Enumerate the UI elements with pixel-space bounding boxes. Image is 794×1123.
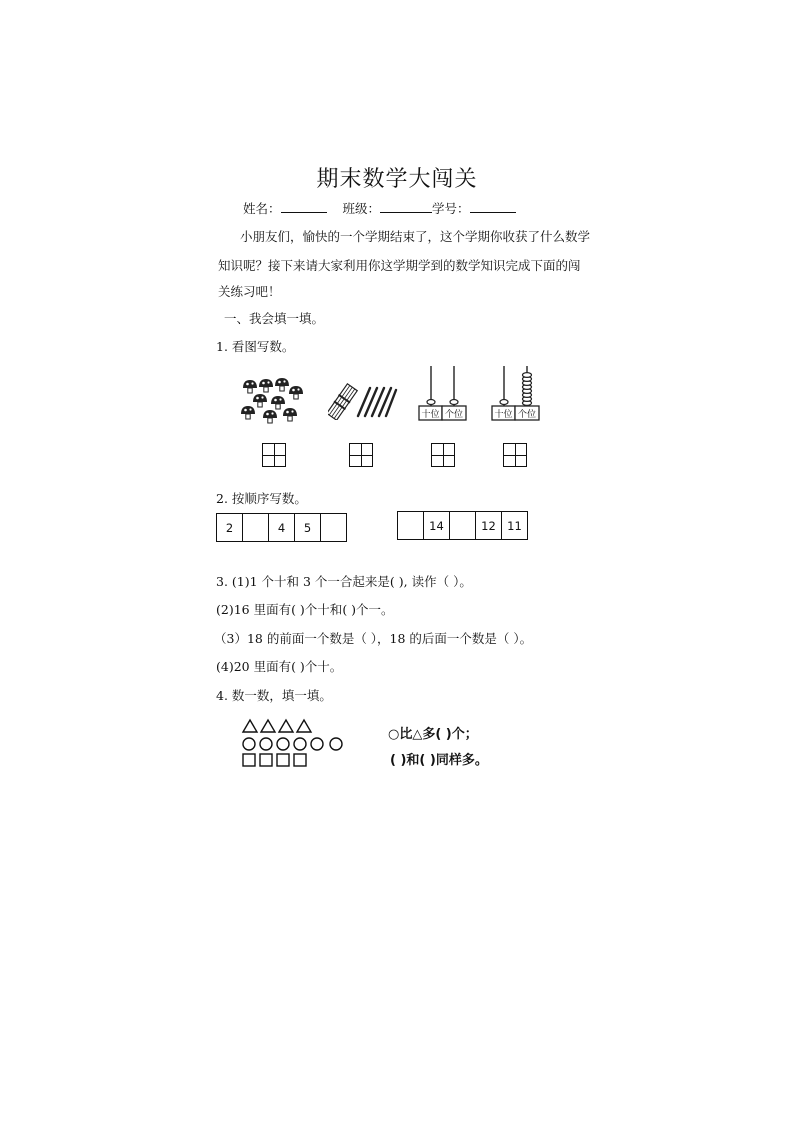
mushroom-group-picture [238,376,312,428]
square-row [243,754,306,766]
section-heading: 一、我会填一填。 [224,311,325,326]
mushroom-icon [243,380,257,393]
name-label: 姓名： [243,201,281,216]
mushroom-icon [275,378,289,391]
triangle-row [243,720,311,732]
question-4-fill-2: ( )和( )同样多。 [390,753,488,768]
sequence-blank-cell[interactable] [243,514,269,541]
abacus-ones-label: 个位 [517,410,537,420]
circle-icon [330,738,342,750]
question-3-part-4: (4)20 里面有( )个十。 [216,659,343,674]
name-field[interactable] [281,200,327,213]
sequence-cell: 12 [476,512,502,539]
abacus-tens-label: 十位 [494,410,513,420]
mushroom-icon [241,406,255,419]
sequence-blank-cell[interactable] [321,514,346,541]
abacus-picture-1 [416,362,472,422]
id-label: 学号： [432,201,470,216]
single-sticks-icon [358,388,396,416]
sequence-cell: 4 [269,514,295,541]
sequence-cell: 2 [217,514,243,541]
student-info-row [243,199,516,217]
answer-grid-box-1[interactable] [262,443,286,467]
mushroom-icon [259,379,273,392]
sequence-cell: 14 [424,512,450,539]
triangle-icon [297,720,311,732]
abacus-bead-icon [500,400,508,405]
sequence-cell: 5 [295,514,321,541]
question-3-part-1: 3. (1)1 个十和 3 个一合起来是( ), 读作（ ）。 [216,574,472,589]
intro-line-2: 知识呢？接下来请大家利用你这学期学到的数学知识完成下面的闯 [218,258,581,273]
triangle-icon [261,720,275,732]
sequence-blank-cell[interactable] [398,512,424,539]
circle-row [243,738,342,750]
answer-grid-box-2[interactable] [349,443,373,467]
square-icon [294,754,306,766]
number-sequence-1 [216,513,347,542]
sequence-blank-cell[interactable] [450,512,476,539]
square-icon [243,754,255,766]
question-4-label: 4. 数一数，填一填。 [216,688,332,703]
question-4-fill-1: ○比△多( )个； [388,727,478,742]
mushroom-icon [263,410,277,423]
circle-icon [243,738,255,750]
mushroom-icon [289,386,303,399]
square-icon [277,754,289,766]
triangle-icon [243,720,257,732]
question-3-part-2: (2)16 里面有( )个十和( )个一。 [216,602,394,617]
answer-grid-box-4[interactable] [503,443,527,467]
bundle-of-ten-icon [328,383,358,420]
sequence-cell: 11 [507,518,522,533]
triangle-icon [279,720,293,732]
abacus-tens-label: 十位 [421,410,440,420]
sticks-bundle-picture [328,380,398,420]
class-label: 班级： [342,201,380,216]
number-sequence-2 [397,511,528,540]
circle-icon [311,738,323,750]
question-1-label: 1. 看图写数。 [216,339,295,354]
page-title: 期末数学大闯关 [316,167,478,192]
class-field[interactable] [380,200,432,213]
abacus-bead-icon [523,373,532,378]
abacus-bead-icon [450,400,458,405]
question-3-part-3: （3）18 的前面一个数是（ ），18 的后面一个数是（ ）。 [214,631,533,646]
shape-counting-picture [240,718,346,768]
intro-line-1: 小朋友们，愉快的一个学期结束了，这个学期你收获了什么数学 [240,229,591,244]
circle-icon [260,738,272,750]
answer-grid-box-3[interactable] [431,443,455,467]
question-2-label: 2. 按顺序写数。 [216,491,307,506]
circle-icon [277,738,289,750]
mushroom-icon [283,408,297,421]
intro-line-3: 关练习吧！ [218,284,281,299]
abacus-bead-icon [427,400,435,405]
abacus-picture-2 [490,362,546,422]
mushroom-icon [253,394,267,407]
mushroom-icon [271,396,285,409]
circle-icon [294,738,306,750]
student-id-field[interactable] [470,200,516,213]
abacus-ones-label: 个位 [444,410,464,420]
square-icon [260,754,272,766]
